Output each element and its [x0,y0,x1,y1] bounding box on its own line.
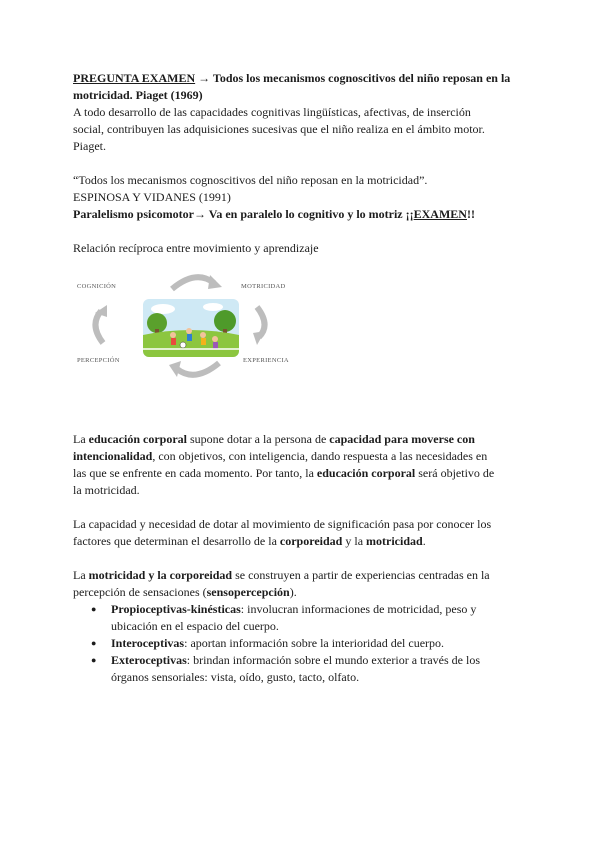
capacidad-line1: La capacidad y necesidad de dotar al movimiento de significación pasa por conocer los [73,517,492,531]
cycle-arrow-bottom-icon [165,359,225,381]
motricidad-line2: percepción de sensaciones (sensopercepción). [73,585,297,599]
heading-title-2: motricidad. Piaget (1969) [73,88,203,102]
label-experiencia: EXPERIENCIA [243,357,289,364]
bullet-icon: ● [91,655,97,665]
educacion-line3: las que se enfrente en cada momento. Por tanto, la educación corporal será objetivo de [73,466,495,480]
quote-line: “Todos los mecanismos cognoscitivos del niño reposan en la motricidad”. [73,173,428,187]
cycle-arrow-right-icon [251,303,273,347]
exam-heading [73,70,533,87]
document-page [73,70,533,686]
cycle-arrow-top-icon [168,271,224,293]
list-item: ● Interoceptivas: aportan información sobre la interioridad del cuerpo. [91,636,445,650]
quote-author: ESPINOSA Y VIDANES (1991) [73,190,231,204]
list-item: ● Exteroceptivas: brindan información sobre el mundo exterior a través de los órganos sensoriales: vista, oído, gusto, tacto, olfato. [91,653,481,684]
exam-prefix: PREGUNTA EXAMEN [73,71,196,85]
sensation-list [73,601,533,686]
list-item: ● Propioceptivas-kinésticas: involucran informaciones de motricidad, peso y ubicación en el espacio del cuerpo. [91,602,477,633]
children-playing-illustration [143,299,239,357]
intro-line1: A todo desarrollo de las capacidades cognitivas lingüísticas, afectivas, de inserción [73,105,471,119]
label-cognicion: COGNICIÓN [77,283,117,290]
paralelismo-end: !! [466,207,475,221]
motricidad-line1: La motricidad y la corporeidad se construyen a partir de experiencias centradas en la [73,568,490,582]
intro-line2: social, contribuyen las adquisiciones sucesivas que el niño realiza en el ámbito motor. [73,122,485,136]
label-percepcion: PERCEPCIÓN [77,357,120,364]
capacidad-line2: factores que determinan el desarrollo de la corporeidad y la motricidad. [73,534,426,548]
bullet-icon: ● [91,638,97,648]
educacion-line4: la motricidad. [73,483,140,497]
educacion-line1: La educación corporal supone dotar a la persona de capacidad para moverse con [73,432,475,446]
cycle-diagram [73,271,313,381]
heading-title: Todos los mecanismos cognoscitivos del niño reposan en la [212,71,511,85]
paralelismo-text: Paralelismo psicomotor→ Va en paralelo lo cognitivo y lo motriz ¡¡ [73,207,414,221]
heading-arrow: → [195,71,213,85]
bullet-icon: ● [91,604,97,614]
heading-line2 [73,87,533,104]
intro-line3: Piaget. [73,139,106,153]
cycle-arrow-left-icon [89,303,111,347]
paralelismo-exam: EXAMEN [413,207,467,221]
educacion-line2: intencionalidad, con objetivos, con inteligencia, dando respuesta a las necesidades en [73,449,488,463]
paralelismo-line [73,206,533,223]
label-motricidad: MOTRICIDAD [241,283,286,290]
relacion-text: Relación recíproca entre movimiento y aprendizaje [73,241,319,255]
